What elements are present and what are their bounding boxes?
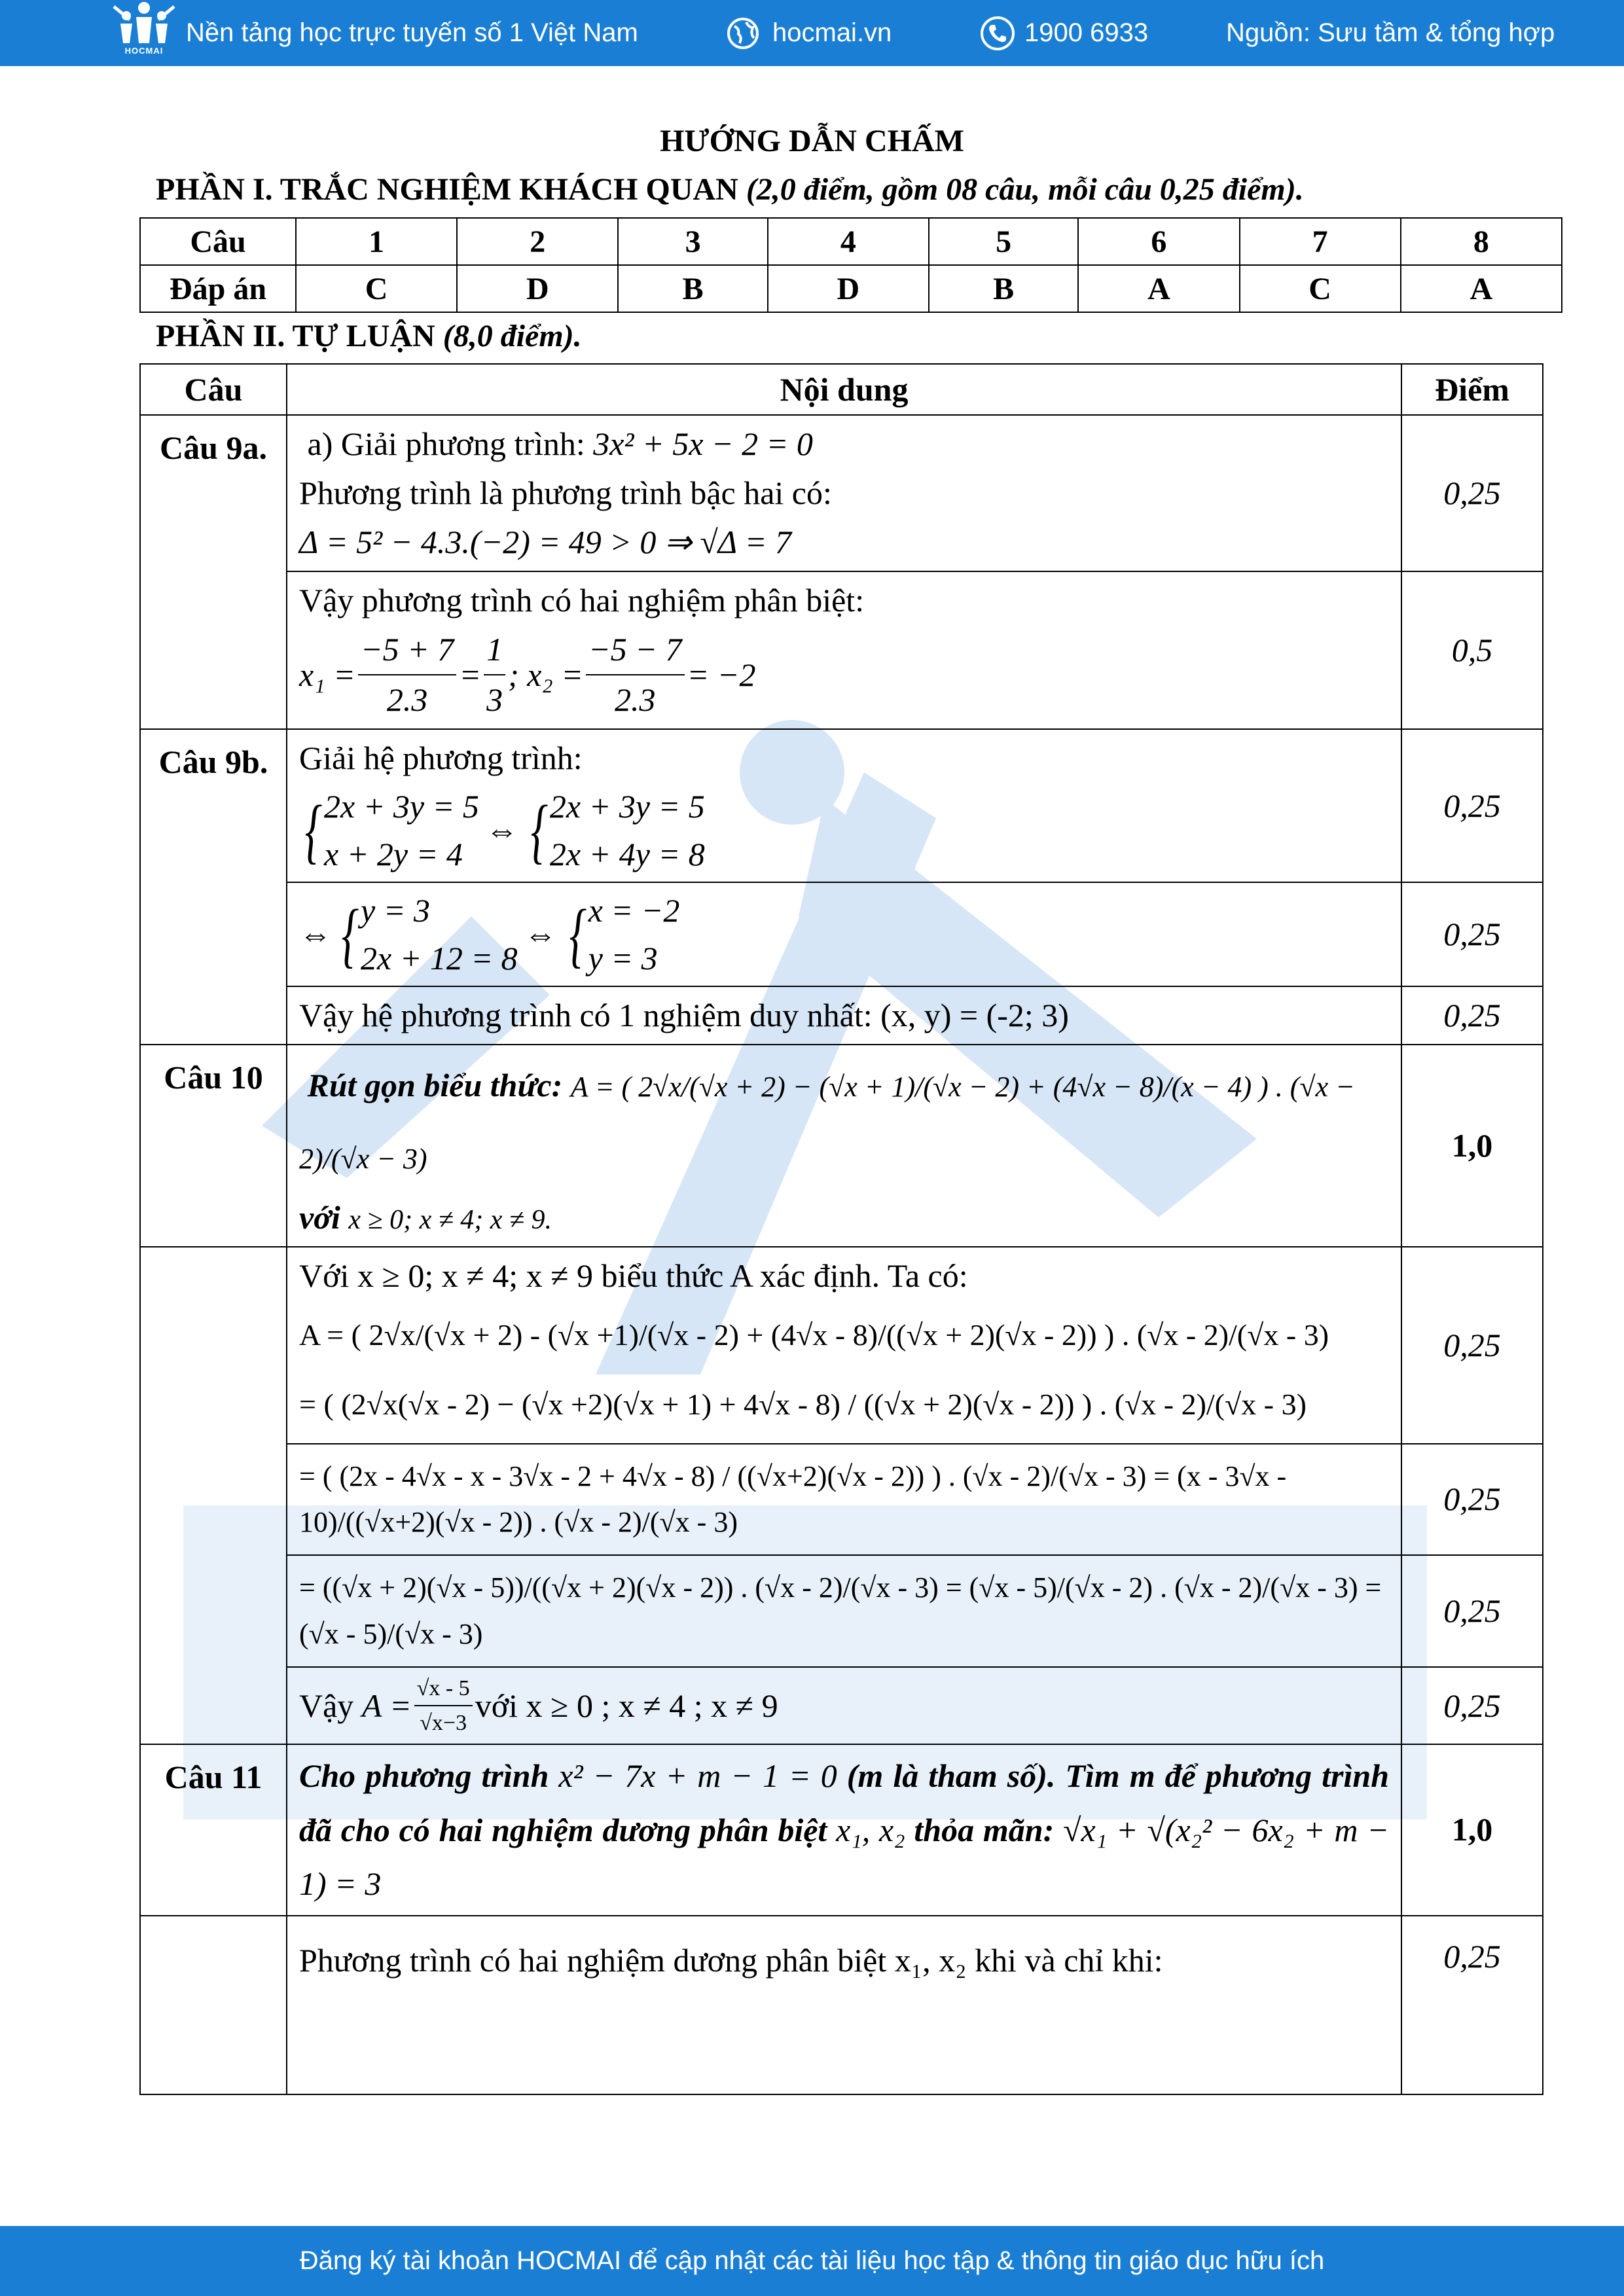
- q11-variables: x₁, x₂: [836, 1811, 905, 1848]
- q11-answer: [287, 1916, 1401, 2094]
- q11-condition: √x₁ + √(x₂² − 6x₂ + m − 1) = 3: [299, 1811, 1390, 1903]
- mcq-q2: 2: [457, 218, 618, 265]
- fraction-den: √x−3: [420, 1711, 467, 1736]
- q9a-equation: 3x² + 5x − 2 = 0: [593, 425, 813, 462]
- equation-system: { 2x + 3y = 5 2x + 4y = 8: [525, 783, 705, 878]
- q9a-x2-value: = −2: [687, 656, 756, 693]
- q10-therefore: Vậy: [299, 1687, 354, 1724]
- table-row: [140, 882, 1543, 986]
- q11-prompt-a: Cho phương trình: [299, 1757, 549, 1795]
- mcq-a1: C: [296, 265, 457, 312]
- fraction-num: −5 − 7: [586, 625, 684, 675]
- system-eq: y = 3: [361, 892, 430, 929]
- mcq-a2: D: [457, 265, 618, 312]
- fraction-den: 2.3: [386, 681, 428, 718]
- q9a-line2: Phương trình là phương trình bậc hai có:: [299, 475, 832, 511]
- logo-text: HOCMAI: [124, 46, 164, 56]
- q10-score2: 0,25: [1401, 1444, 1543, 1556]
- q10-score3: 0,25: [1401, 1555, 1543, 1667]
- q10-answer-label: [140, 1247, 287, 1744]
- mcq-q1: 1: [296, 218, 457, 265]
- mcq-q7: 7: [1240, 218, 1401, 265]
- mcq-q4: 4: [768, 218, 929, 265]
- q9a-line1: a) Giải phương trình:: [307, 425, 585, 462]
- q10-formula-a: A = ( 2√x/(√x + 2) - (√x +1)/(√x - 2) + (4√x - 8)/((√x + 2)(√x - 2)) ) . (√x - 2)/(√x - 3): [299, 1318, 1329, 1352]
- website-text: hocmai.vn: [772, 18, 892, 47]
- col-question: Câu: [140, 364, 287, 415]
- q10-final-condition: với x ≥ 0 ; x ≠ 4 ; x ≠ 9: [475, 1687, 778, 1724]
- q9a-label: Câu 9a.: [140, 415, 287, 729]
- equivalence-icon: ⇔: [524, 916, 557, 952]
- system-eq: 2x + 3y = 5: [549, 788, 705, 825]
- q9a-score2: 0,5: [1401, 571, 1543, 729]
- q9b-score2: 0,25: [1401, 882, 1543, 986]
- table-row: [140, 986, 1543, 1045]
- mcq-question-row: [140, 218, 1562, 265]
- q10-score1: 0,25: [1401, 1247, 1543, 1444]
- system-eq: x + 2y = 4: [324, 835, 463, 872]
- table-row: [140, 729, 1543, 882]
- mcq-answer-row: [140, 265, 1562, 312]
- mcq-a5: B: [929, 265, 1078, 312]
- system-eq: y = 3: [588, 939, 658, 977]
- q11-question: [287, 1744, 1401, 1916]
- q9a-fraction: [586, 625, 684, 725]
- table-row: [140, 415, 1543, 571]
- mcq-q8: 8: [1401, 218, 1562, 265]
- fraction-num: √x - 5: [414, 1672, 473, 1706]
- mcq-a8: A: [1401, 265, 1562, 312]
- q10-formula-b: = ( (2√x(√x - 2) − (√x +2)(√x + 1) + 4√x - 8) / ((√x + 2)(√x - 2)) ) . (√x - 2)/(√x - 3): [299, 1387, 1307, 1421]
- part1-title: PHẦN I. TRẮC NGHIỆM KHÁCH QUAN: [156, 172, 738, 207]
- q11-equation: x² − 7x + m − 1 = 0: [558, 1757, 837, 1795]
- part2-note: (8,0 điểm).: [442, 319, 582, 353]
- equivalence-icon: ⇔: [299, 916, 332, 952]
- fraction-den: 2.3: [615, 681, 656, 718]
- q10-condition: x ≥ 0; x ≠ 4; x ≠ 9.: [348, 1205, 552, 1235]
- mcq-row-label: Đáp án: [140, 265, 296, 312]
- q9b-part1: [287, 729, 1401, 882]
- mcq-answer-table: [139, 217, 1562, 313]
- q11-score: 1,0: [1401, 1744, 1543, 1916]
- mcq-a3: B: [618, 265, 767, 312]
- q10-score4: 0,25: [1401, 1667, 1543, 1744]
- mcq-q5: 5: [929, 218, 1078, 265]
- col-content: Nội dung: [287, 364, 1401, 415]
- source-text: Nguồn: Sưu tầm & tổng hợp: [1226, 18, 1555, 47]
- q11-prompt-b: (m là tham số). Tìm m để phương trình đã cho có hai nghiệm dương phân biệt: [299, 1757, 1390, 1848]
- q10-intro: Với x ≥ 0; x ≠ 4; x ≠ 9 biểu thức A xác định. Ta có:: [299, 1257, 968, 1294]
- q9b-score3: 0,25: [1401, 986, 1543, 1045]
- q9a-line4: Vậy phương trình có hai nghiệm phân biệt:: [299, 582, 865, 619]
- q9b-part2: [287, 882, 1401, 986]
- system-eq: 2x + 12 = 8: [361, 939, 518, 977]
- q10-result-fraction: [414, 1672, 473, 1740]
- table-row: [140, 1744, 1543, 1916]
- equivalence-icon: ⇔: [485, 812, 518, 848]
- mcq-a4: D: [768, 265, 929, 312]
- q9b-line1: Giải hệ phương trình:: [299, 740, 583, 776]
- q9b-conclusion: Vậy hệ phương trình có 1 nghiệm duy nhất: (x, y) = (-2; 3): [287, 986, 1401, 1045]
- table-row: [140, 1444, 1543, 1556]
- q10-step1: [287, 1247, 1401, 1444]
- system-eq: 2x + 4y = 8: [549, 835, 705, 872]
- q10-expression: A = ( 2√x/(√x + 2) − (√x + 1)/(√x − 2) + (4√x − 8)/(x − 4) ) . (√x − 2)/(√x − 3): [299, 1071, 1355, 1175]
- table-row: [140, 571, 1543, 729]
- fraction-num: 1: [484, 625, 505, 675]
- q11-label: Câu 11: [140, 1744, 287, 1916]
- q11-score1: 0,25: [1401, 1916, 1543, 2094]
- q9a-part2: Vậy phương trình có hai nghiệm phân biệt: x₁ = $\frac{-5 + 7}{2.3}$ = $\frac{1}{3}$ ; x₂ = $\frac{-5 - 7}{2.3}$ = −2: [287, 571, 1401, 729]
- header-tagline: Nền tảng học trực tuyến số 1 Việt Nam: [186, 18, 638, 47]
- equation-system: { 2x + 3y = 5 x + 2y = 4: [299, 783, 479, 878]
- q9a-x1-label: x₁ =: [299, 656, 355, 693]
- q11-answer-line1: Phương trình có hai nghiệm dương phân biệt x₁, x₂ khi và chỉ khi:: [299, 1941, 1163, 1979]
- q9a-fraction: [358, 625, 456, 725]
- part1-note: (2,0 điểm, gồm 08 câu, mỗi câu 0,25 điểm).: [746, 172, 1304, 207]
- q10-step2: = ( (2x - 4√x - x - 3√x - 2 + 4√x - 8) / ((√x+2)(√x - 2)) ) . (√x - 2)/(√x - 3) = (x - 3√x - 10)/((√x+2)(√x - 2)) . (√x - 2)/(√x - 3): [287, 1444, 1401, 1556]
- fraction-num: −5 + 7: [358, 625, 456, 675]
- equation-system: { y = 3 2x + 12 = 8: [336, 887, 518, 982]
- q9b-label: Câu 9b.: [140, 729, 287, 1045]
- phone-text: 1900 6933: [1024, 18, 1149, 47]
- fraction-den: 3: [486, 681, 503, 718]
- essay-header-row: [140, 364, 1543, 415]
- q9b-score1: 0,25: [1401, 729, 1543, 882]
- mcq-a7: C: [1240, 265, 1401, 312]
- part2-heading: [156, 318, 582, 354]
- table-row: [140, 1247, 1543, 1444]
- col-score: Điểm: [1401, 364, 1543, 415]
- q9a-discriminant: Δ = 5² − 4.3.(−2) = 49 > 0 ⇒ √Δ = 7: [299, 524, 791, 560]
- q9a-part1: [287, 415, 1401, 571]
- system-eq: 2x + 3y = 5: [324, 788, 479, 825]
- part1-heading: [156, 171, 1304, 207]
- q11-prompt-c: thỏa mãn:: [914, 1811, 1055, 1848]
- mcq-row-label: Câu: [140, 218, 296, 265]
- q10-a-label: A =: [361, 1687, 412, 1724]
- q10-step3: = ((√x + 2)(√x - 5))/((√x + 2)(√x - 2)) . (√x - 2)/(√x - 3) = (√x - 5)/(√x - 2) . (√x - 2)/(√x - 3) = (√x - 5)/(√x - 3): [287, 1555, 1401, 1667]
- page-title: HƯỚNG DẪN CHẤM: [660, 124, 964, 158]
- mcq-q6: 6: [1078, 218, 1239, 265]
- table-row: [140, 1555, 1543, 1667]
- table-row: [140, 1045, 1543, 1247]
- footer-text[interactable]: Đăng ký tài khoản HOCMAI để cập nhật các tài liệu học tập & thông tin giáo dục hữu ích: [299, 2246, 1325, 2275]
- q10-with: với: [299, 1199, 340, 1236]
- essay-table: [139, 363, 1543, 2095]
- q10-question: [287, 1045, 1401, 1247]
- q10-conclusion: [287, 1667, 1401, 1744]
- q10-label: Câu 10: [140, 1045, 287, 1247]
- q9a-score1: 0,25: [1401, 415, 1543, 571]
- q10-score: 1,0: [1401, 1045, 1543, 1247]
- table-row: [140, 1916, 1543, 2094]
- part2-title: PHẦN II. TỰ LUẬN: [156, 319, 435, 353]
- q11-answer-label: [140, 1916, 287, 2094]
- q10-prompt: Rút gọn biểu thức:: [307, 1067, 563, 1103]
- table-row: [140, 1667, 1543, 1744]
- equation-system: { x = −2 y = 3: [564, 887, 680, 982]
- footer-bar: [0, 2226, 1624, 2296]
- q9a-x2-label: ; x₂ =: [508, 656, 584, 693]
- mcq-a6: A: [1078, 265, 1239, 312]
- mcq-q3: 3: [618, 218, 767, 265]
- q9a-fraction: [484, 625, 505, 725]
- system-eq: x = −2: [588, 892, 680, 929]
